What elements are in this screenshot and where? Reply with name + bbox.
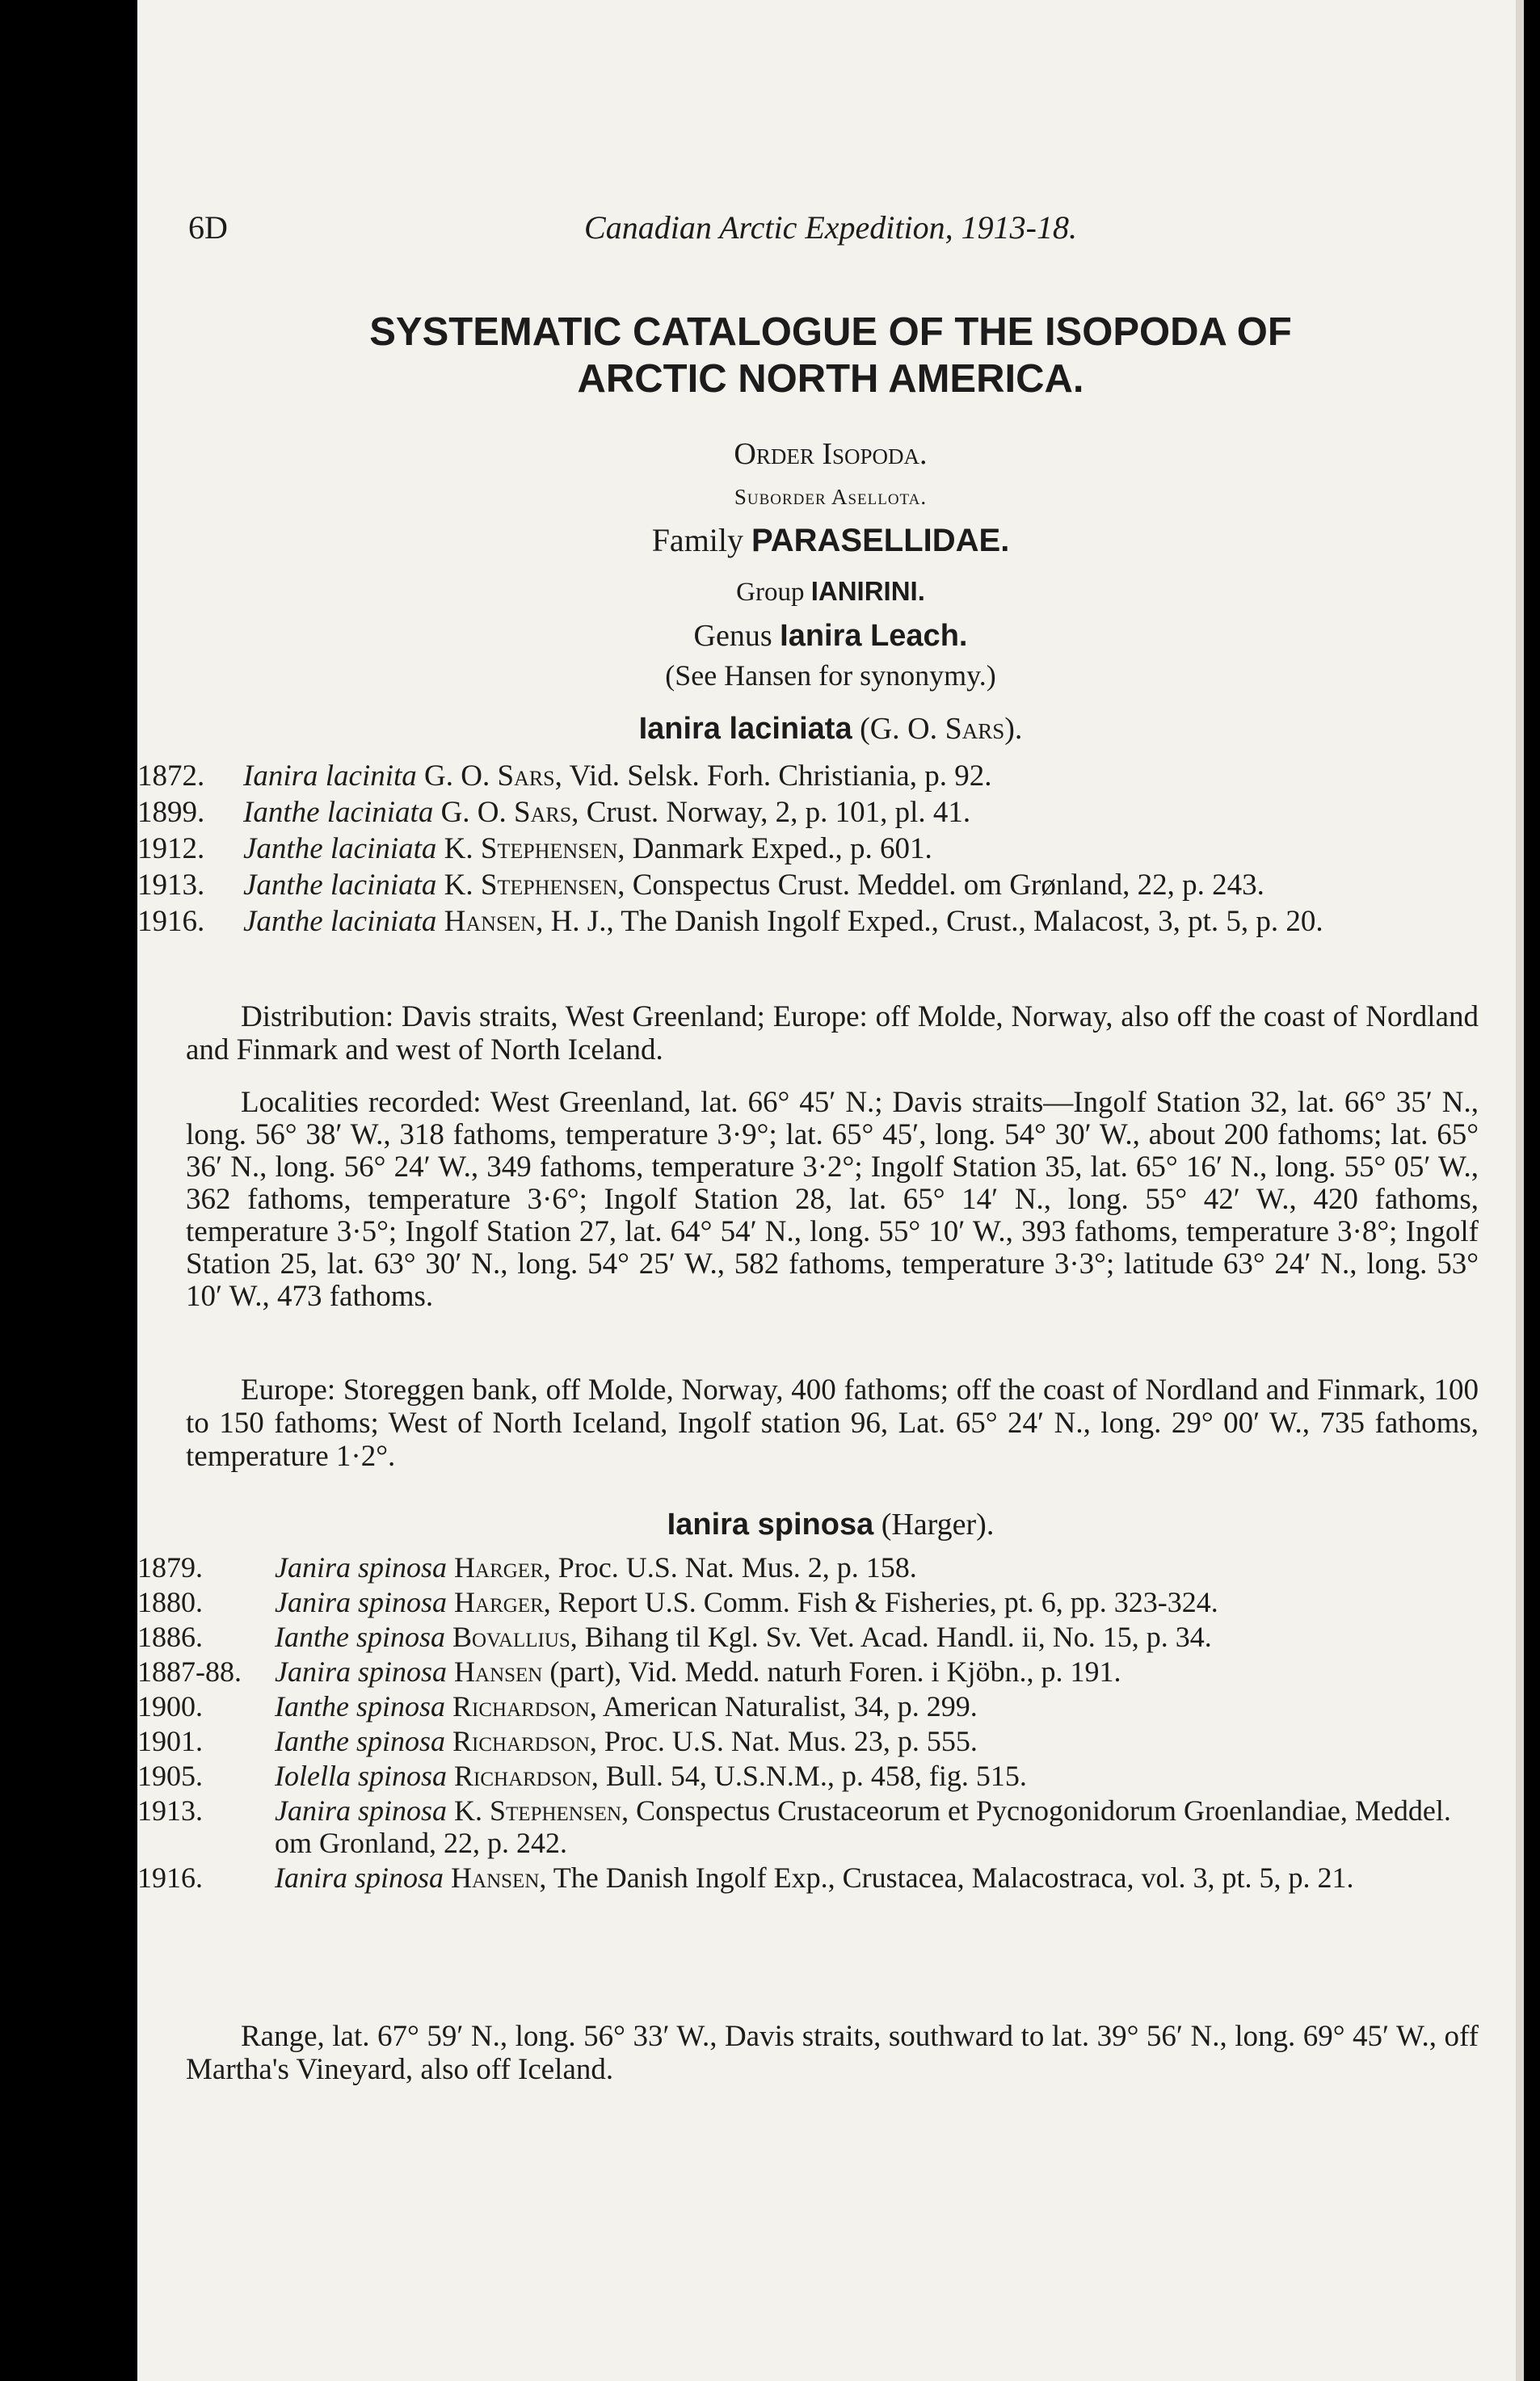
species-name-1: Ianira laciniata: [638, 712, 852, 746]
synonymy-author: Bovallius,: [452, 1621, 578, 1653]
synonymy-ref: Crust. Norway, 2, p. 101, pl. 41.: [586, 796, 971, 829]
order-heading: Order Isopoda.: [734, 437, 928, 471]
synonymy-author: Harger,: [454, 1586, 551, 1618]
distribution-paragraph: Distribution: Davis straits, West Greenland; Europe: off Molde, Norway, also off the coast of Nordland and Finmark and west of North Iceland.: [186, 1000, 1479, 1066]
synonymy-author: Harger,: [454, 1551, 551, 1584]
synonymy-year: 1916.: [137, 1861, 203, 1894]
synonymy-author: Richardson,: [454, 1760, 599, 1792]
synonymy-author: Hansen,: [444, 905, 544, 938]
synonymy-entry: [137, 1551, 1524, 1584]
synonymy-list-1: [137, 759, 1524, 941]
synonymy-author: K. Stephensen,: [444, 832, 625, 865]
genus-name: Ianira Leach.: [780, 619, 968, 653]
species-heading-2: [137, 1507, 1524, 1542]
document-page: [137, 0, 1524, 2381]
europe-paragraph: Europe: Storeggen bank, off Molde, Norway, 400 fathoms; off the coast of Nordland and Finmark, 100 to 150 fathoms; West of North Iceland, Ingolf station 96, Lat. 65° 24′ N., long. 29° 00′ W., 735 fathoms, temperature 1·2°.: [186, 1373, 1479, 1473]
family-name: PARASELLIDAE.: [751, 523, 1010, 558]
synonymy-ref: Conspectus Crust. Meddel. om Grønland, 22, p. 243.: [632, 869, 1264, 902]
synonymy-taxon: Janira spinosa: [275, 1794, 448, 1827]
synonymy-author: K. Stephensen,: [454, 1794, 629, 1827]
synonymy-taxon: Ianira lacinita: [243, 759, 417, 793]
synonymy-entry: [137, 832, 1524, 866]
synonymy-entry: [137, 1861, 1524, 1894]
group-heading: [137, 576, 1524, 608]
suborder-heading: Suborder Asellota.: [734, 485, 928, 509]
group-name: IANIRINI.: [810, 576, 925, 606]
synonymy-ref: The Danish Ingolf Exp., Crustacea, Malacostraca, vol. 3, pt. 5, p. 21.: [553, 1861, 1354, 1894]
synonymy-year: 1886.: [137, 1621, 203, 1653]
synonymy-year: 1905.: [137, 1760, 203, 1792]
synonymy-year: 1916.: [137, 905, 205, 938]
family-heading: [137, 521, 1524, 559]
synonymy-year: 1880.: [137, 1586, 203, 1618]
synonymy-year: 1912.: [137, 832, 205, 865]
synonymy-ref: American Naturalist, 34, p. 299.: [602, 1690, 978, 1723]
synonymy-taxon: Janthe laciniata: [243, 869, 437, 902]
synonymy-taxon: Janira spinosa: [275, 1586, 448, 1618]
synonymy-entry: [137, 796, 1524, 830]
species-author-2: (Harger).: [881, 1508, 995, 1542]
synonymy-ref: (part), Vid. Medd. naturh Foren. i Kjöbn., p. 191.: [549, 1655, 1121, 1688]
synonymy-ref: H. J., The Danish Ingolf Exped., Crust., Malacost, 3, pt. 5, p. 20.: [550, 905, 1323, 938]
synonymy-taxon: Ianthe spinosa: [275, 1621, 445, 1653]
synonymy-author: G. O. Sars,: [424, 759, 562, 793]
synonymy-ref: Danmark Exped., p. 601.: [632, 832, 932, 865]
group-prefix: Group: [736, 578, 805, 607]
species-heading-1: [137, 711, 1524, 747]
synonymy-author: Richardson,: [452, 1725, 597, 1757]
synonymy-taxon: Ianthe laciniata: [243, 796, 434, 829]
synonymy-entry: [137, 869, 1524, 902]
page-number: 6D: [188, 209, 228, 246]
synonymy-author: Richardson,: [452, 1690, 597, 1723]
synonymy-entry: [137, 1586, 1524, 1618]
synonymy-ref: Proc. U.S. Nat. Mus. 2, p. 158.: [558, 1551, 917, 1584]
species-name-2: Ianira spinosa: [667, 1508, 874, 1542]
synonymy-year: 1913.: [137, 869, 205, 902]
genus-prefix: Genus: [693, 619, 772, 653]
synonymy-year: 1872.: [137, 759, 205, 793]
catalogue-title: [137, 309, 1524, 402]
synonymy-entry: [137, 1794, 1524, 1859]
synonymy-entry: [137, 759, 1524, 793]
synonymy-taxon: Ianthe spinosa: [275, 1725, 445, 1757]
synonymy-entry: [137, 1690, 1524, 1723]
synonymy-year: 1887-88.: [137, 1655, 242, 1688]
synonymy-entry: [137, 1655, 1524, 1688]
synonymy-author: G. O. Sars,: [440, 796, 579, 829]
synonymy-ref: Conspectus Crustaceorum et Pycnogonidorum Groenlandiae, Meddel. om Gronland, 22, p. 242.: [275, 1794, 1451, 1859]
running-header: [137, 208, 1524, 257]
synonymy-taxon: Janira spinosa: [275, 1655, 448, 1688]
genus-heading: [137, 618, 1524, 654]
synonymy-author: Hansen,: [451, 1861, 547, 1894]
synonymy-taxon: Janthe laciniata: [243, 905, 437, 938]
synonymy-note: (See Hansen for synonymy.): [665, 659, 996, 692]
synonymy-year: 1879.: [137, 1551, 203, 1584]
synonymy-ref: Proc. U.S. Nat. Mus. 23, p. 555.: [604, 1725, 978, 1757]
title-line-2: ARCTIC NORTH AMERICA.: [577, 357, 1084, 401]
synonymy-ref: Vid. Selsk. Forh. Christiania, p. 92.: [569, 759, 992, 793]
synonymy-taxon: Iolella spinosa: [275, 1760, 447, 1792]
synonymy-taxon: Janthe laciniata: [243, 832, 437, 865]
synonymy-entry: [137, 1760, 1524, 1792]
species-author-1: (G. O. Sars).: [860, 712, 1023, 746]
family-prefix: Family: [651, 522, 744, 558]
localities-paragraph: Localities recorded: West Greenland, lat. 66° 45′ N.; Davis straits—Ingolf Station 32, lat. 66° 35′ N., long. 56° 38′ W., 318 fathoms, temperature 3·9°; lat. 65° 45′, long. 54° 30′ W., about 200 fathoms; lat. 65° 36′ N., long. 56° 24′ W., 349 fathoms, temperature 3·2°; Ingolf Station 35, lat. 65° 16′ N., long. 55° 05′ W., 362 fathoms, temperature 3·6°; Ingolf Station 28, lat. 65° 14′ N., long. 55° 42′ W., 420 fathoms, temperature 3·5°; Ingolf Station 27, lat. 64° 54′ N., long. 55° 10′ W., 393 fathoms, temperature 3·8°; Ingolf Station 25, lat. 63° 30′ N., long. 54° 25′ W., 582 fathoms, temperature 3·3°; latitude 63° 24′ N., long. 53° 10′ W., 473 fathoms.: [186, 1086, 1479, 1313]
synonymy-year: 1913.: [137, 1794, 203, 1827]
running-title: Canadian Arctic Expedition, 1913-18.: [584, 209, 1077, 246]
synonymy-year: 1901.: [137, 1725, 203, 1757]
synonymy-year: 1899.: [137, 796, 205, 829]
synonymy-list-2: [137, 1551, 1524, 1896]
synonymy-ref: Bihang til Kgl. Sv. Vet. Acad. Handl. ii, No. 15, p. 34.: [584, 1621, 1212, 1653]
synonymy-year: 1900.: [137, 1690, 203, 1723]
synonymy-author: Hansen: [454, 1655, 543, 1688]
synonymy-author: K. Stephensen,: [444, 869, 625, 902]
synonymy-entry: [137, 905, 1524, 939]
synonymy-taxon: Ianthe spinosa: [275, 1690, 445, 1723]
synonymy-taxon: Janira spinosa: [275, 1551, 448, 1584]
synonymy-ref: Report U.S. Comm. Fish & Fisheries, pt. 6, pp. 323-324.: [558, 1586, 1218, 1618]
range-paragraph: Range, lat. 67° 59′ N., long. 56° 33′ W., Davis straits, southward to lat. 39° 56′ N., long. 69° 45′ W., off Martha's Vineyard, also off Iceland.: [186, 2020, 1479, 2086]
synonymy-entry: [137, 1725, 1524, 1757]
title-line-1: SYSTEMATIC CATALOGUE OF THE ISOPODA OF: [369, 310, 1292, 354]
synonymy-taxon: Ianira spinosa: [275, 1861, 444, 1894]
synonymy-ref: Bull. 54, U.S.N.M., p. 458, fig. 515.: [605, 1760, 1027, 1792]
synonymy-entry: [137, 1621, 1524, 1653]
